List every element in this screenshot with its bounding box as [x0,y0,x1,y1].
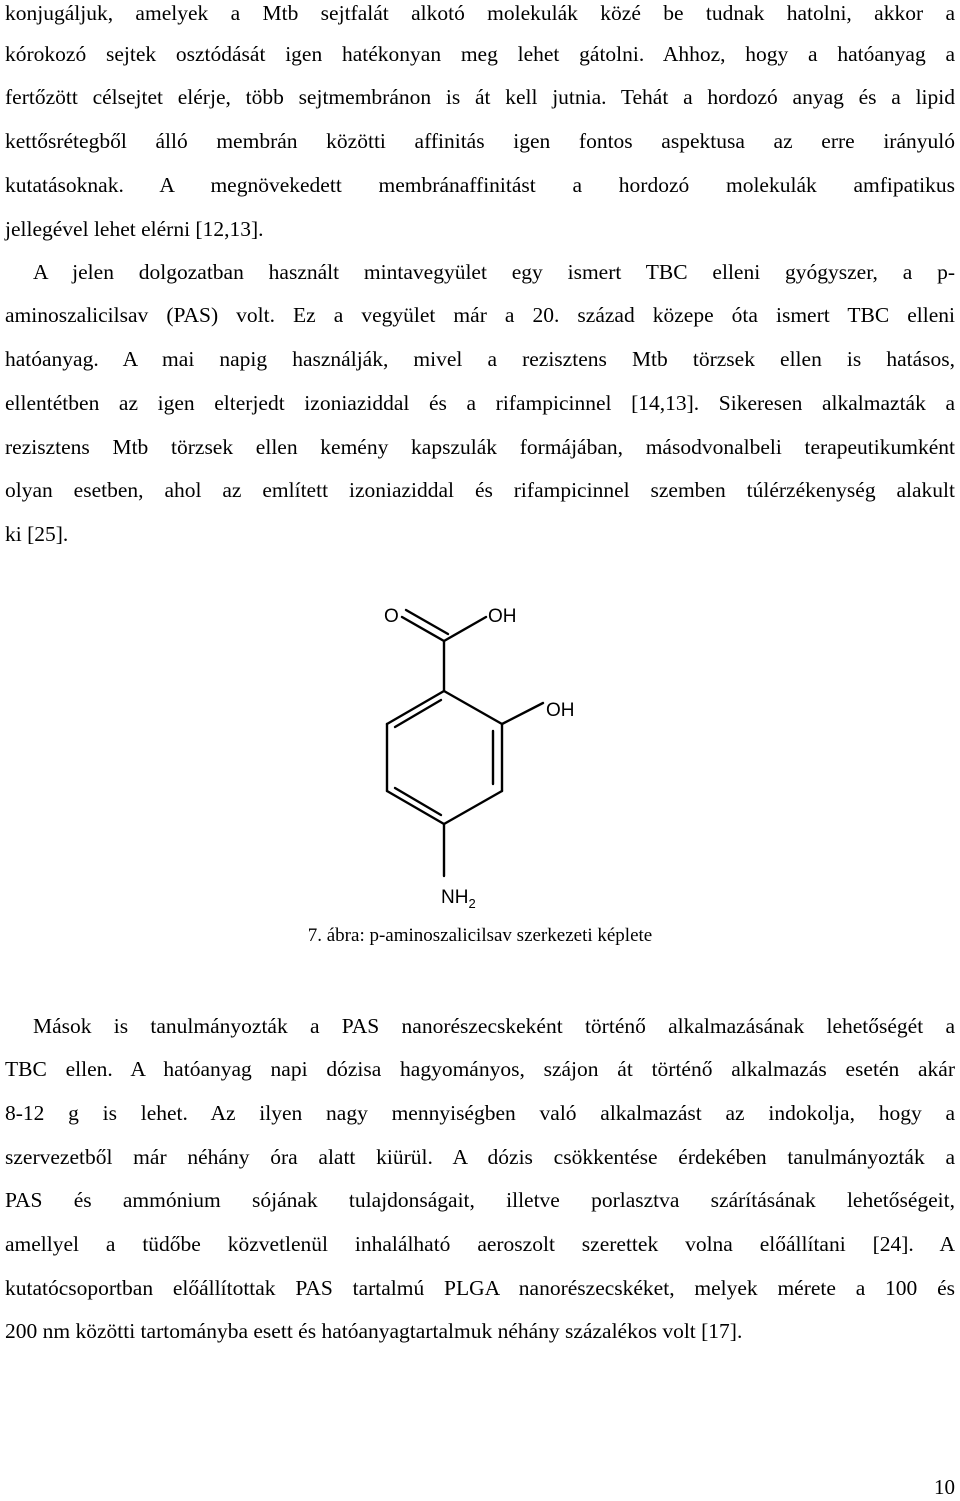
phenol-oh-bond [502,703,543,724]
ring-bond [387,791,444,824]
acid-oh-bond [444,617,486,641]
ring-bond [444,691,502,724]
ring-bond [387,691,444,724]
ring-bond [444,791,502,824]
figure-caption: 7. ábra: p-aminoszalicilsav szerkezeti képlete [307,925,653,946]
paragraph-line: amellyel a tüdőbe közvetlenül inhalálható aeroszolt szerettek volna előállítani [24]. A [5,1232,955,1256]
phenol-oh-label: OH [546,700,575,721]
acid-oh-label: OH [488,606,517,627]
paragraph-line: konjugáljuk, amelyek a Mtb sejtfalát alkotó molekulák közé be tudnak hatolni, akkor a [5,1,955,25]
paragraph-line: szervezetből már néhány óra alatt kiürül. A dózis csökkentése érdekében tanulmányozták a [5,1145,955,1169]
paragraph-line: PAS és ammónium sójának tulajdonságait, illetve porlasztva szárításának lehetőségeit, [5,1188,955,1212]
paragraph-line: kórokozó sejtek osztódását igen hatékonyan meg lehet gátolni. Ahhoz, hogy a hatóanyag a [5,42,955,66]
paragraph-line: Mások is tanulmányozták a PAS nanorészecskeként történő alkalmazásának lehetőségét a [33,1014,955,1038]
paragraph-line: jellegével lehet elérni [12,13]. [5,217,264,241]
paragraph-line: olyan esetben, ahol az említett izoniaziddal és rifampicinnel szemben túlérzékenység alakult [5,478,955,502]
structural-formula-figure [360,590,600,920]
paragraph-line: fertőzött célsejtet elérje, több sejtmembránon is át kell jutnia. Tehát a hordozó anyag és a lipid [5,85,955,109]
paragraph-line: rezisztens Mtb törzsek ellen kemény kapszulák formájában, másodvonalbeli terapeutikumként [5,435,955,459]
amine-label: $NH_2$ [441,887,476,911]
paragraph-line: 8-12 g is lehet. Az ilyen nagy mennyiségben való alkalmazást az indokolja, hogy a [5,1101,955,1125]
paragraph-line: 200 nm közötti tartományba esett és hatóanyagtartalmuk néhány százalékos volt [17]. [5,1319,743,1343]
page-number: 10 [934,1475,955,1499]
ring-double-bond [395,700,441,727]
carbonyl-oxygen-label: O [384,606,399,627]
paragraph-line: ki [25]. [5,522,69,546]
paragraph-line: kettősrétegből álló membrán közötti affinitás igen fontos aspektusa az erre irányuló [5,129,955,153]
ring-double-bond [395,788,441,815]
paragraph-line: aminoszalicilsav (PAS) volt. Ez a vegyület már a 20. század közepe óta ismert TBC elleni [5,303,955,327]
paragraph-line: kutatásoknak. A megnövekedett membránaffinitást a hordozó molekulák amfipatikus [5,173,955,197]
paragraph-line: kutatócsoportban előállítottak PAS tartalmú PLGA nanorészecskéket, melyek mérete a 100 és [5,1276,955,1300]
paragraph-line: ellentétben az igen elterjedt izoniaziddal és a rifampicinnel [14,13]. Sikeresen alkalmazták a [5,391,955,415]
paragraph-line: TBC ellen. A hatóanyag napi dózisa hagyományos, szájon át történő alkalmazás esetén akár [5,1057,955,1081]
structural-formula-drawing [360,590,600,920]
paragraph-line: hatóanyag. A mai napig használják, mivel a rezisztens Mtb törzsek ellen is hatásos, [5,347,955,371]
paragraph-line: A jelen dolgozatban használt mintavegyület egy ismert TBC elleni gyógyszer, a p- [33,260,955,284]
